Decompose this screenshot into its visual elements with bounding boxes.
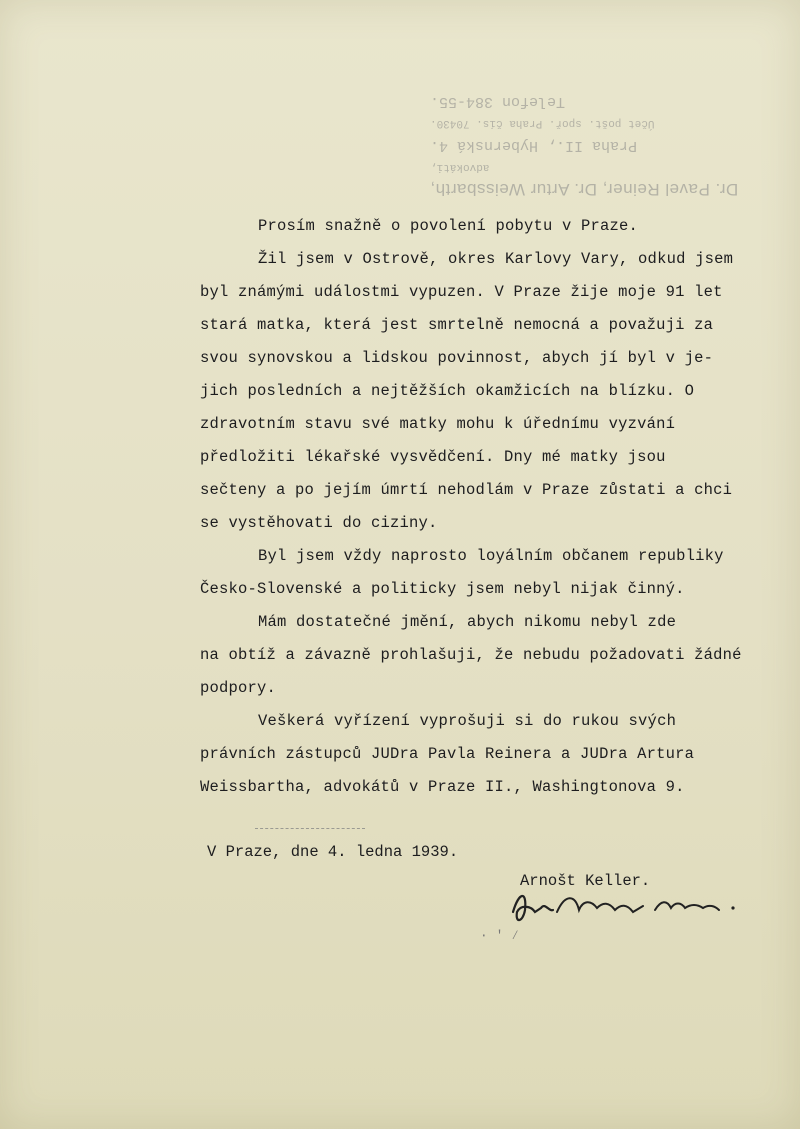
paragraph-1 xyxy=(200,243,780,540)
paragraph-line: Byl jsem vždy naprosto loyálním občanem republiky xyxy=(258,547,724,565)
paragraph-4 xyxy=(200,705,780,804)
paragraph-line: se vystěhovati do ciziny. xyxy=(200,514,438,532)
pencil-marks: ∙ ′ ⁄ xyxy=(480,928,520,943)
paragraph-line: Veškerá vyřízení vyprošuji si do rukou svých xyxy=(258,712,677,730)
paragraph-line: byl známými událostmi vypuzen. V Praze žije moje 91 let xyxy=(200,283,723,301)
paragraph-2 xyxy=(200,540,780,606)
paragraph-line: Česko-Slovenské a politicky jsem nebyl nijak činný. xyxy=(200,580,685,598)
letter-date: V Praze, dne 4. ledna 1939. xyxy=(207,843,459,861)
paragraph-line: na obtíž a závazně prohlašuji, že nebudu požadovati žádné xyxy=(200,646,742,664)
paragraph-line: jich posledních a nejtěžších okamžicích na blízku. O xyxy=(200,382,695,400)
letter-heading: Prosím snažně o povolení pobytu v Praze. xyxy=(258,217,639,235)
paragraph-line: Žil jsem v Ostrově, okres Karlovy Vary, odkud jsem xyxy=(258,250,734,268)
paragraph-line: zdravotním stavu své matky mohu k úřednímu vyzvání xyxy=(200,415,676,433)
stamp-line-4: Účet pošt. spoř. Praha čís. 70430. xyxy=(430,117,655,129)
paragraph-line: podpory. xyxy=(200,679,277,697)
paragraph-line: stará matka, která jest smrtelně nemocná a považuji za xyxy=(200,316,714,334)
stamp-line-1: Dr. Pavel Reiner, Dr. Artur Weissbarth, xyxy=(430,180,739,199)
paragraph-line: právních zástupců JUDra Pavla Reinera a JUDra Artura xyxy=(200,745,695,763)
paragraph-line: předložiti lékařské vysvědčení. Dny mé matky jsou xyxy=(200,448,666,466)
letter-body xyxy=(200,210,780,804)
paragraph-line: svou synovskou a lidskou povinnost, abych jí byl v je- xyxy=(200,349,714,367)
law-office-stamp xyxy=(430,40,790,200)
typed-signature-name: Arnošt Keller. xyxy=(520,872,651,890)
paragraph-3 xyxy=(200,606,780,705)
stamp-line-2: advokáti, xyxy=(430,161,490,173)
paragraph-line: sečteny a po jejím úmrtí nehodlám v Praze zůstati a chci xyxy=(200,481,733,499)
handwritten-signature xyxy=(505,882,745,932)
stamp-line-5: Telefon 384-55. xyxy=(430,93,566,110)
paragraph-line: Weissbartha, advokátů v Praze II., Washingtonova 9. xyxy=(200,778,685,796)
stamp-line-3: Praha II., Hybernská 4. xyxy=(430,137,638,154)
paragraph-line: Mám dostatečné jmění, abych nikomu nebyl zde xyxy=(258,613,677,631)
divider-line xyxy=(255,828,365,829)
